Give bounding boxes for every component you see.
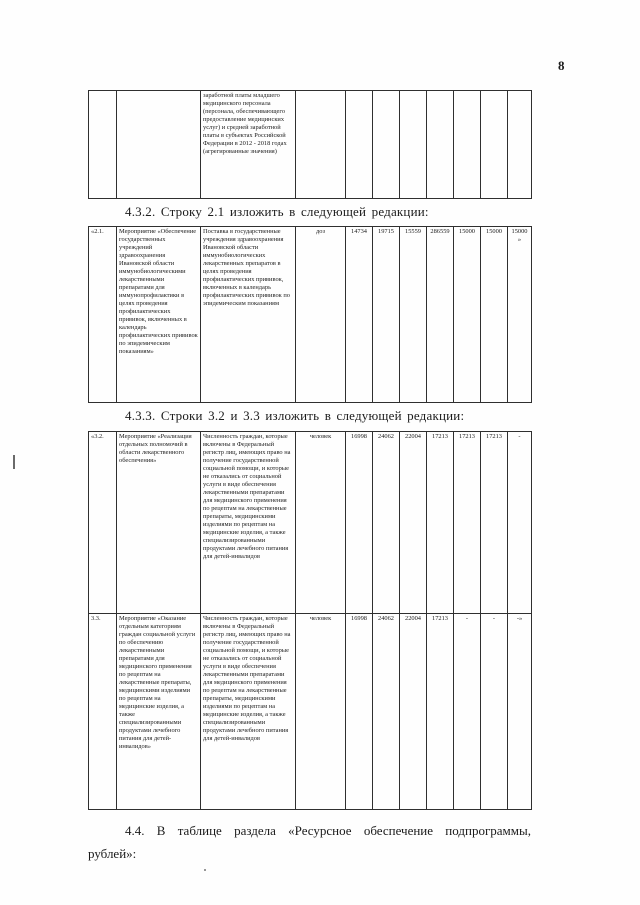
indicator-cell: Поставка в государственные учреждения здравоохранения Ивановской области иммунобиологических лекарственных препаратов в целях проведения профилактических прививок, включенных в календарь профилактических прививок по эпидемическим показаниям <box>201 227 296 403</box>
indicator-cell: заработной платы младшего медицинского персонала (персонала, обеспечивающего предоставление медицинских услуг) и средней заработной платы в субъектах Российской Федерации в 2012 - 2018 годах (агрегированные значения) <box>201 91 296 199</box>
section-heading-433: 4.3.3. Строки 3.2 и 3.3 изложить в следующей редакции: <box>125 408 465 424</box>
value-cell <box>454 91 481 199</box>
continuation-table <box>88 90 532 199</box>
value-cell: - <box>508 431 532 613</box>
value-cell <box>481 91 508 199</box>
value-cell <box>427 91 454 199</box>
value-cell: 15000» <box>508 227 532 403</box>
value-cell: 17213 <box>481 431 508 613</box>
value-cell: 16998 <box>346 613 373 809</box>
page-number: 8 <box>558 58 565 73</box>
row-number-cell: «3.2. <box>89 431 117 613</box>
table-row <box>89 431 532 613</box>
measure-name-cell <box>117 91 201 199</box>
value-cell <box>508 91 532 199</box>
value-cell <box>346 91 373 199</box>
value-cell: 22004 <box>400 431 427 613</box>
value-cell: 19715 <box>373 227 400 403</box>
value-cell: 17213 <box>454 431 481 613</box>
value-cell: 15559 <box>400 227 427 403</box>
value-cell: - <box>454 613 481 809</box>
unit-cell: человек <box>296 613 346 809</box>
table-row <box>89 613 532 809</box>
value-cell <box>400 91 427 199</box>
row-21-table <box>88 226 532 403</box>
value-cell: 15000 <box>454 227 481 403</box>
unit-cell: доз <box>296 227 346 403</box>
unit-cell: человек <box>296 431 346 613</box>
value-cell: 24062 <box>373 431 400 613</box>
scan-artifact-mark <box>13 455 15 469</box>
section-heading-432: 4.3.2. Строку 2.1 изложить в следующей редакции: <box>125 204 429 219</box>
value-cell: 17213 <box>427 613 454 809</box>
value-cell: 16998 <box>346 431 373 613</box>
value-cell: -» <box>508 613 532 809</box>
value-cell <box>373 91 400 199</box>
value-cell: 14734 <box>346 227 373 403</box>
measure-name-cell: Мероприятие «Оказание отдельным категориям граждан социальной услуги по обеспечению лекарственными препаратами для медицинского применения по рецептам на лекарственные препараты, медицинскими изделиями по рецептам на медицинские изделия, а также специализированными продуктами лечебного питания для детей-инвалидов» <box>117 613 201 809</box>
page-content <box>88 90 531 865</box>
value-cell: 22004 <box>400 613 427 809</box>
rows-32-33-table <box>88 431 532 810</box>
unit-cell <box>296 91 346 199</box>
closing-paragraph: 4.4. В таблице раздела «Ресурсное обеспечение подпрограммы, рублей»: <box>88 822 531 861</box>
value-cell: 286559 <box>427 227 454 403</box>
measure-name-cell: Мероприятие «Обеспечение государственных учреждений здравоохранения Ивановской области иммунобиологическими лекарственными препаратами для иммунопрофилактики в целях проведения профилактических прививок, включенных в календарь профилактических прививок по эпидемическим показаниям» <box>117 227 201 403</box>
indicator-cell: Численность граждан, которые включены в Федеральный регистр лиц, имеющих право на получение государственной социальной помощи, и которые не отказались от социальной услуги в виде обеспечения лекарственными препаратами для медицинского применения по рецептам на лекарственные препараты, медицинскими изделиями по рецептам на медицинские изделия, а также специализированными продуктами лечебного питания для детей-инвалидов <box>201 431 296 613</box>
table-row <box>89 91 532 199</box>
table-row <box>89 227 532 403</box>
measure-name-cell: Мероприятие «Реализация отдельных полномочий в области лекарственного обеспечения» <box>117 431 201 613</box>
row-number-cell: «2.1. <box>89 227 117 403</box>
value-cell: 17213 <box>427 431 454 613</box>
scan-artifact-dot <box>204 869 206 871</box>
indicator-cell: Численность граждан, которые включены в Федеральный регистр лиц, имеющих право на получение государственной социальной помощи, и которые не отказались от социальной услуги в виде обеспечения лекарственными препаратами для медицинского применения по рецептам на лекарственные препараты, медицинскими изделиями по рецептам на медицинские изделия, а также специализированными продуктами лечебного питания для детей-инвалидов <box>201 613 296 809</box>
value-cell: 24062 <box>373 613 400 809</box>
value-cell: 15000 <box>481 227 508 403</box>
row-number-cell <box>89 91 117 199</box>
row-number-cell: 3.3. <box>89 613 117 809</box>
value-cell: - <box>481 613 508 809</box>
